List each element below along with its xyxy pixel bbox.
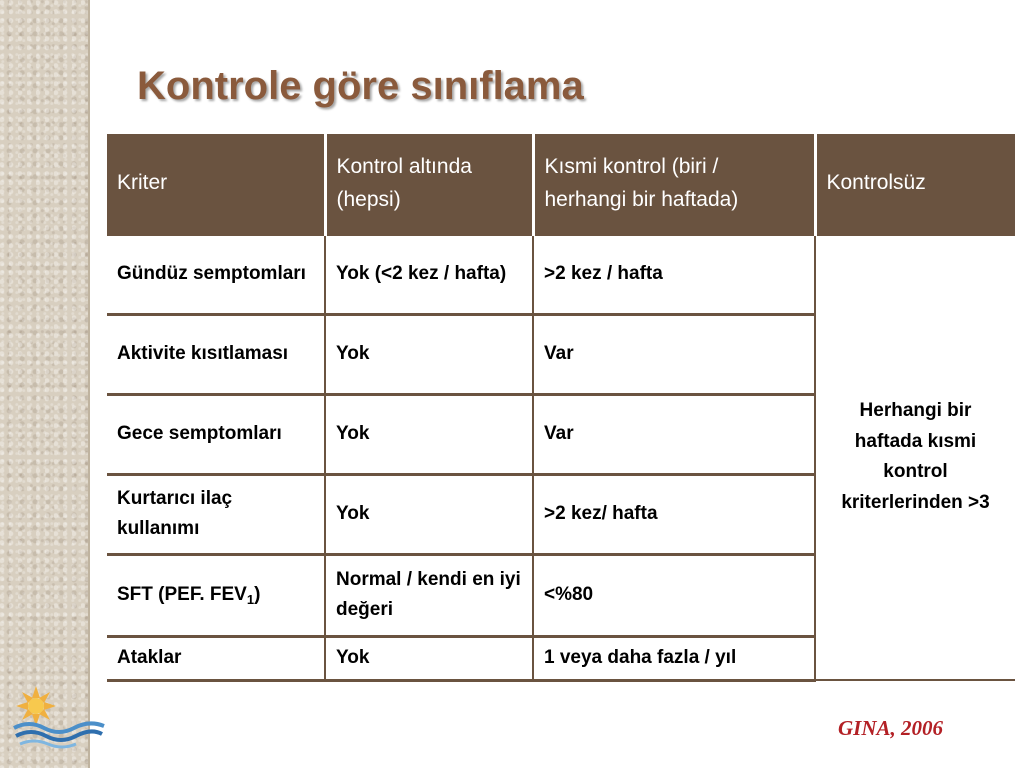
controlled-cell: Yok bbox=[325, 474, 533, 554]
uncontrolled-cell: Herhangi bir haftada kısmi kontrol kriterlerinden >3 bbox=[815, 234, 1015, 680]
source-citation: GINA, 2006 bbox=[838, 716, 944, 740]
table-header-row bbox=[107, 134, 1015, 234]
controlled-cell: Yok (<2 kez / hafta) bbox=[325, 234, 533, 314]
criterion-cell: Gece semptomları bbox=[107, 394, 325, 474]
slide-title: Kontrole göre sınıflama bbox=[137, 64, 584, 108]
criterion-cell: Kurtarıcı ilaç kullanımı bbox=[107, 474, 325, 554]
partial-cell: >2 kez / hafta bbox=[533, 234, 815, 314]
partial-cell: <%80 bbox=[533, 554, 815, 636]
criterion-subscript: 1 bbox=[246, 591, 255, 607]
criterion-cell bbox=[107, 554, 325, 636]
controlled-cell: Yok bbox=[325, 314, 533, 394]
controlled-cell: Yok bbox=[325, 394, 533, 474]
header-criterion: Kriter bbox=[107, 134, 325, 234]
criterion-text-suffix: ) bbox=[254, 583, 261, 605]
classification-table bbox=[107, 134, 1015, 682]
header-controlled: Kontrol altında (hepsi) bbox=[325, 134, 533, 234]
partial-cell: >2 kez/ hafta bbox=[533, 474, 815, 554]
controlled-cell: Normal / kendi en iyi değeri bbox=[325, 554, 533, 636]
decorative-side-strip bbox=[0, 0, 90, 768]
partial-cell: 1 veya daha fazla / yıl bbox=[533, 636, 815, 680]
criterion-text: SFT (PEF. FEV bbox=[117, 583, 247, 605]
criterion-cell: Aktivite kısıtlaması bbox=[107, 314, 325, 394]
partial-cell: Var bbox=[533, 314, 815, 394]
sun-and-waves-logo-icon bbox=[4, 682, 108, 752]
header-uncontrolled: Kontrolsüz bbox=[815, 134, 1015, 234]
criterion-cell: Gündüz semptomları bbox=[107, 234, 325, 314]
criterion-cell: Ataklar bbox=[107, 636, 325, 680]
table-row bbox=[107, 234, 1015, 314]
partial-cell: Var bbox=[533, 394, 815, 474]
header-partially-controlled: Kısmi kontrol (biri / herhangi bir haftada) bbox=[533, 134, 815, 234]
controlled-cell: Yok bbox=[325, 636, 533, 680]
